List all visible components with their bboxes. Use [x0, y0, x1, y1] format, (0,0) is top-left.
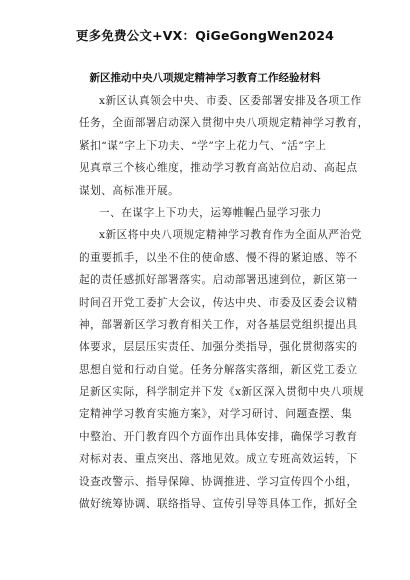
paragraph-line: 定精神学习教育实施方案》，对学习研讨、问题查摆、集 — [79, 408, 353, 421]
document-title: 新区推动中央八项规定精神学习教育工作经验材料 — [89, 72, 321, 84]
paragraph-line: 的重要抓手，以坐不住的使命感、慢不得的紧迫感、等不 — [79, 251, 358, 264]
document-body — [79, 90, 369, 515]
paragraph-line: 任务，全面部署启动深入贯彻中央八项规定精神学习教育， — [79, 117, 369, 130]
paragraph-line: x新区认真领会中央、市委、区委部署安排及各项工作 — [99, 95, 362, 107]
section-heading: 一、在谋字上下功夫，运筹帷幄凸显学习张力 — [99, 206, 322, 219]
paragraph-line: 做好统筹协调、联络指导、宣传引导等具体工作，抓好全 — [79, 498, 358, 511]
paragraph-line: 思想自觉和行动自觉。任务分解落实落细，新区党工委立 — [79, 363, 358, 376]
paragraph-line: 对标对表、重点突出、落地见效。成立专班高效运转，下 — [79, 453, 358, 466]
paragraph-line: 神，部署新区学习教育相关工作，对各基层党组织提出具 — [79, 318, 358, 331]
paragraph-line: x新区将中央八项规定精神学习教育作为全面从严治党 — [99, 229, 362, 242]
paragraph-line: 见真章三个核心维度，推动学习教育高站位启动、高起点 — [79, 162, 358, 175]
paragraph-line: 足新区实际，科学制定并下发《x新区深入贯彻中央八项规 — [79, 386, 365, 399]
paragraph-line: 谋划、高标准开展。 — [79, 184, 180, 197]
watermark-header: 更多免费公文+VX：QiGeGongWen2024 — [75, 28, 335, 43]
paragraph-line: 体要求，层层压实责任、加强分类指导，强化贯彻落实的 — [79, 341, 358, 354]
paragraph-line: 时间召开党工委扩大会议，传达中央、市委及区委会议精 — [79, 296, 358, 309]
paragraph-line: 起的责任感抓好部署落实。启动部署迅速到位，新区第一 — [79, 274, 358, 287]
paragraph-line: 紧扣“谋”字上下功夫、“学”字上花力气、“活”字上 — [79, 139, 327, 152]
paragraph-line: 设查改警示、指导保障、协调推进、学习宣传四个小组， — [79, 475, 358, 488]
paragraph-line: 中整治、开门教育四个方面作出具体安排，确保学习教育 — [79, 430, 358, 443]
